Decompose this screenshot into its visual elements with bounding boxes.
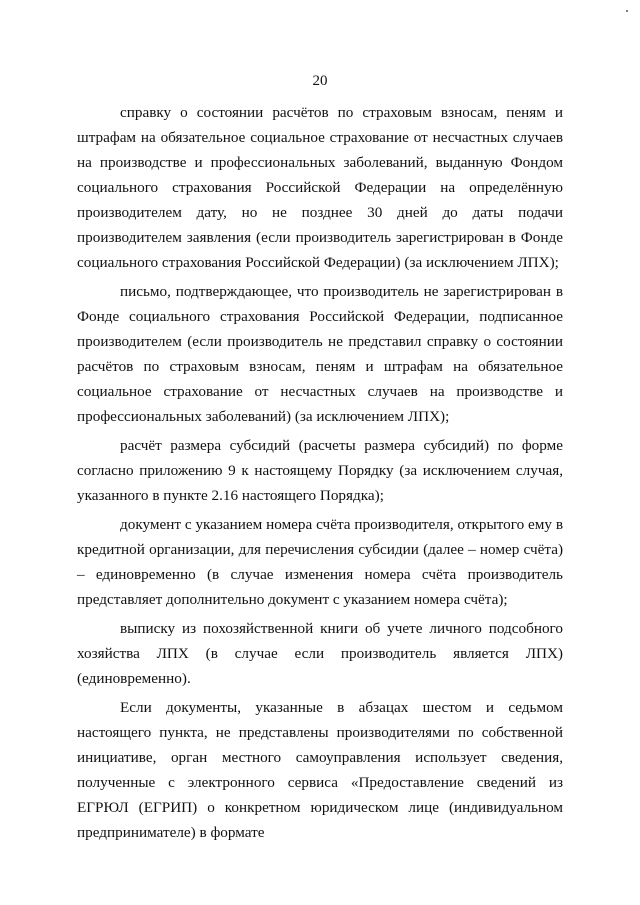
paragraph-subsidy-calculation: расчёт размера субсидий (расчеты размера субсидий) по форме согласно приложению 9 к настоящему Порядку (за исключением случая, указанного в пункте 2.16 настоящего Порядка); — [77, 437, 563, 504]
page-number: 20 — [312, 73, 328, 89]
paragraph-fss-letter: письмо, подтверждающее, что производитель не зарегистрирован в Фонде социального страхования Российской Федерации, подписанное производителем (если производитель не представил справку о состоянии расчётов по страховым взносам, пеням и штрафам на обязательное социальное страхование от несчастных случаев на производстве и профессиональных заболеваний) (за исключением ЛПХ); — [77, 283, 563, 425]
scan-speck — [626, 10, 628, 12]
paragraph-egrul-service: Если документы, указанные в абзацах шестом и седьмом настоящего пункта, не представлены производителями по собственной инициативе, орган местного самоуправления использует сведения, полученные с электронного сервиса «Предоставление сведений из ЕГРЮЛ (ЕГРИП) о конкретном юридическом лице (индивидуальном предпринимателе) в формате — [77, 699, 563, 841]
document-body — [77, 100, 563, 845]
paragraph-account-number: документ с указанием номера счёта производителя, открытого ему в кредитной организации, для перечисления субсидии (далее – номер счёта) – единовременно (в случае изменения номера счёта производитель представляет дополнительно документ с указанием номера счёта); — [77, 516, 563, 608]
paragraph-fss-certificate: справку о состоянии расчётов по страховым взносам, пеням и штрафам на обязательное социальное страхование от несчастных случаев на производстве и профессиональных заболеваний, выданную Фондом социального страхования Российской Федерации на определённую производителем дату, но не позднее 30 дней до даты подачи производителем заявления (если производитель зарегистрирован в Фонде социального страхования Российской Федерации) (за исключением ЛПХ); — [77, 104, 563, 271]
paragraph-household-extract: выписку из похозяйственной книги об учете личного подсобного хозяйства ЛПХ (в случае если производитель является ЛПХ) (единовременно). — [77, 620, 563, 687]
